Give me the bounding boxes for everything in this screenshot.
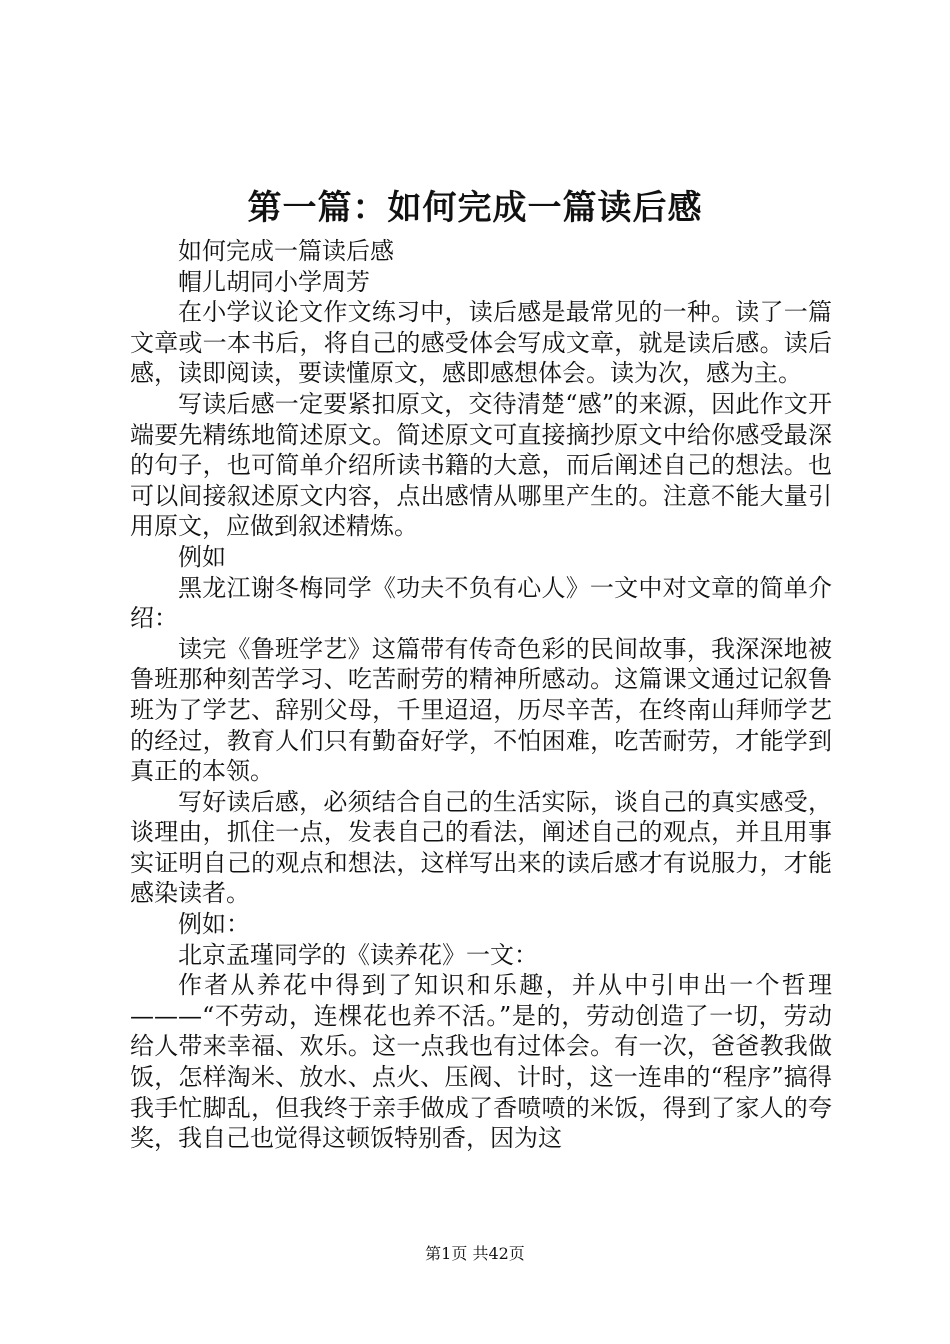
body-paragraph: 读完《鲁班学艺》这篇带有传奇色彩的民间故事，我深深地被鲁班那种刻苦学习、吃苦耐劳的精神所感动。这篇课文通过记叙鲁班为了学艺、辞别父母，千里迢迢，历尽辛苦，在终南山拜师学艺的经过，教育人们只有勤奋好学，不怕困难，吃苦耐劳，才能学到真正的本领。: [130, 634, 832, 786]
body-paragraph: 例如：: [178, 910, 250, 939]
body-paragraph: 写读后感一定要紧扣原文，交待清楚“感”的来源，因此作文开端要先精练地简述原文。简述原文可直接摘抄原文中给你感受最深的句子，也可简单介绍所读书籍的大意，而后阐述自己的想法。也可以间接叙述原文内容，点出感情从哪里产生的。注意不能大量引用原文，应做到叙述精炼。: [130, 389, 832, 541]
body-paragraph: 写好读后感，必须结合自己的生活实际，谈自己的真实感受，谈理由，抓住一点，发表自己的看法，阐述自己的观点，并且用事实证明自己的观点和想法，这样写出来的读后感才有说服力，才能感染读者。: [130, 787, 832, 908]
body-paragraph: 作者从养花中得到了知识和乐趣，并从中引申出一个哲理———“不劳动，连棵花也养不活。”是的，劳动创造了一切，劳动给人带来幸福、欢乐。这一点我也有过体会。有一次，爸爸教我做饭，怎样淘米、放水、点火、压阀、计时，这一连串的“程序”搞得我手忙脚乱，但我终于亲手做成了香喷喷的米饭，得到了家人的夸奖，我自己也觉得这顿饭特别香，因为这: [130, 971, 832, 1153]
subtitle-line: 如何完成一篇读后感: [178, 237, 394, 265]
body-paragraph: 在小学议论文作文练习中，读后感是最常见的一种。读了一篇文章或一本书后，将自己的感受体会写成文章，就是读后感。读后感，读即阅读，要读懂原文，感即感想体会。读为次，感为主。: [130, 298, 832, 388]
body-paragraph: 北京孟瑾同学的《读养花》一文：: [178, 940, 538, 969]
document-title: 第一篇：如何完成一篇读后感: [247, 188, 703, 228]
page-number-footer: 第1页 共42页: [425, 1244, 525, 1263]
body-paragraph: 黑龙江谢冬梅同学《功夫不负有心人》一文中对文章的简单介绍：: [130, 573, 832, 633]
author-line: 帽儿胡同小学周芳: [178, 267, 370, 296]
document-body: [130, 236, 832, 1154]
body-paragraph: 例如: [178, 542, 226, 571]
